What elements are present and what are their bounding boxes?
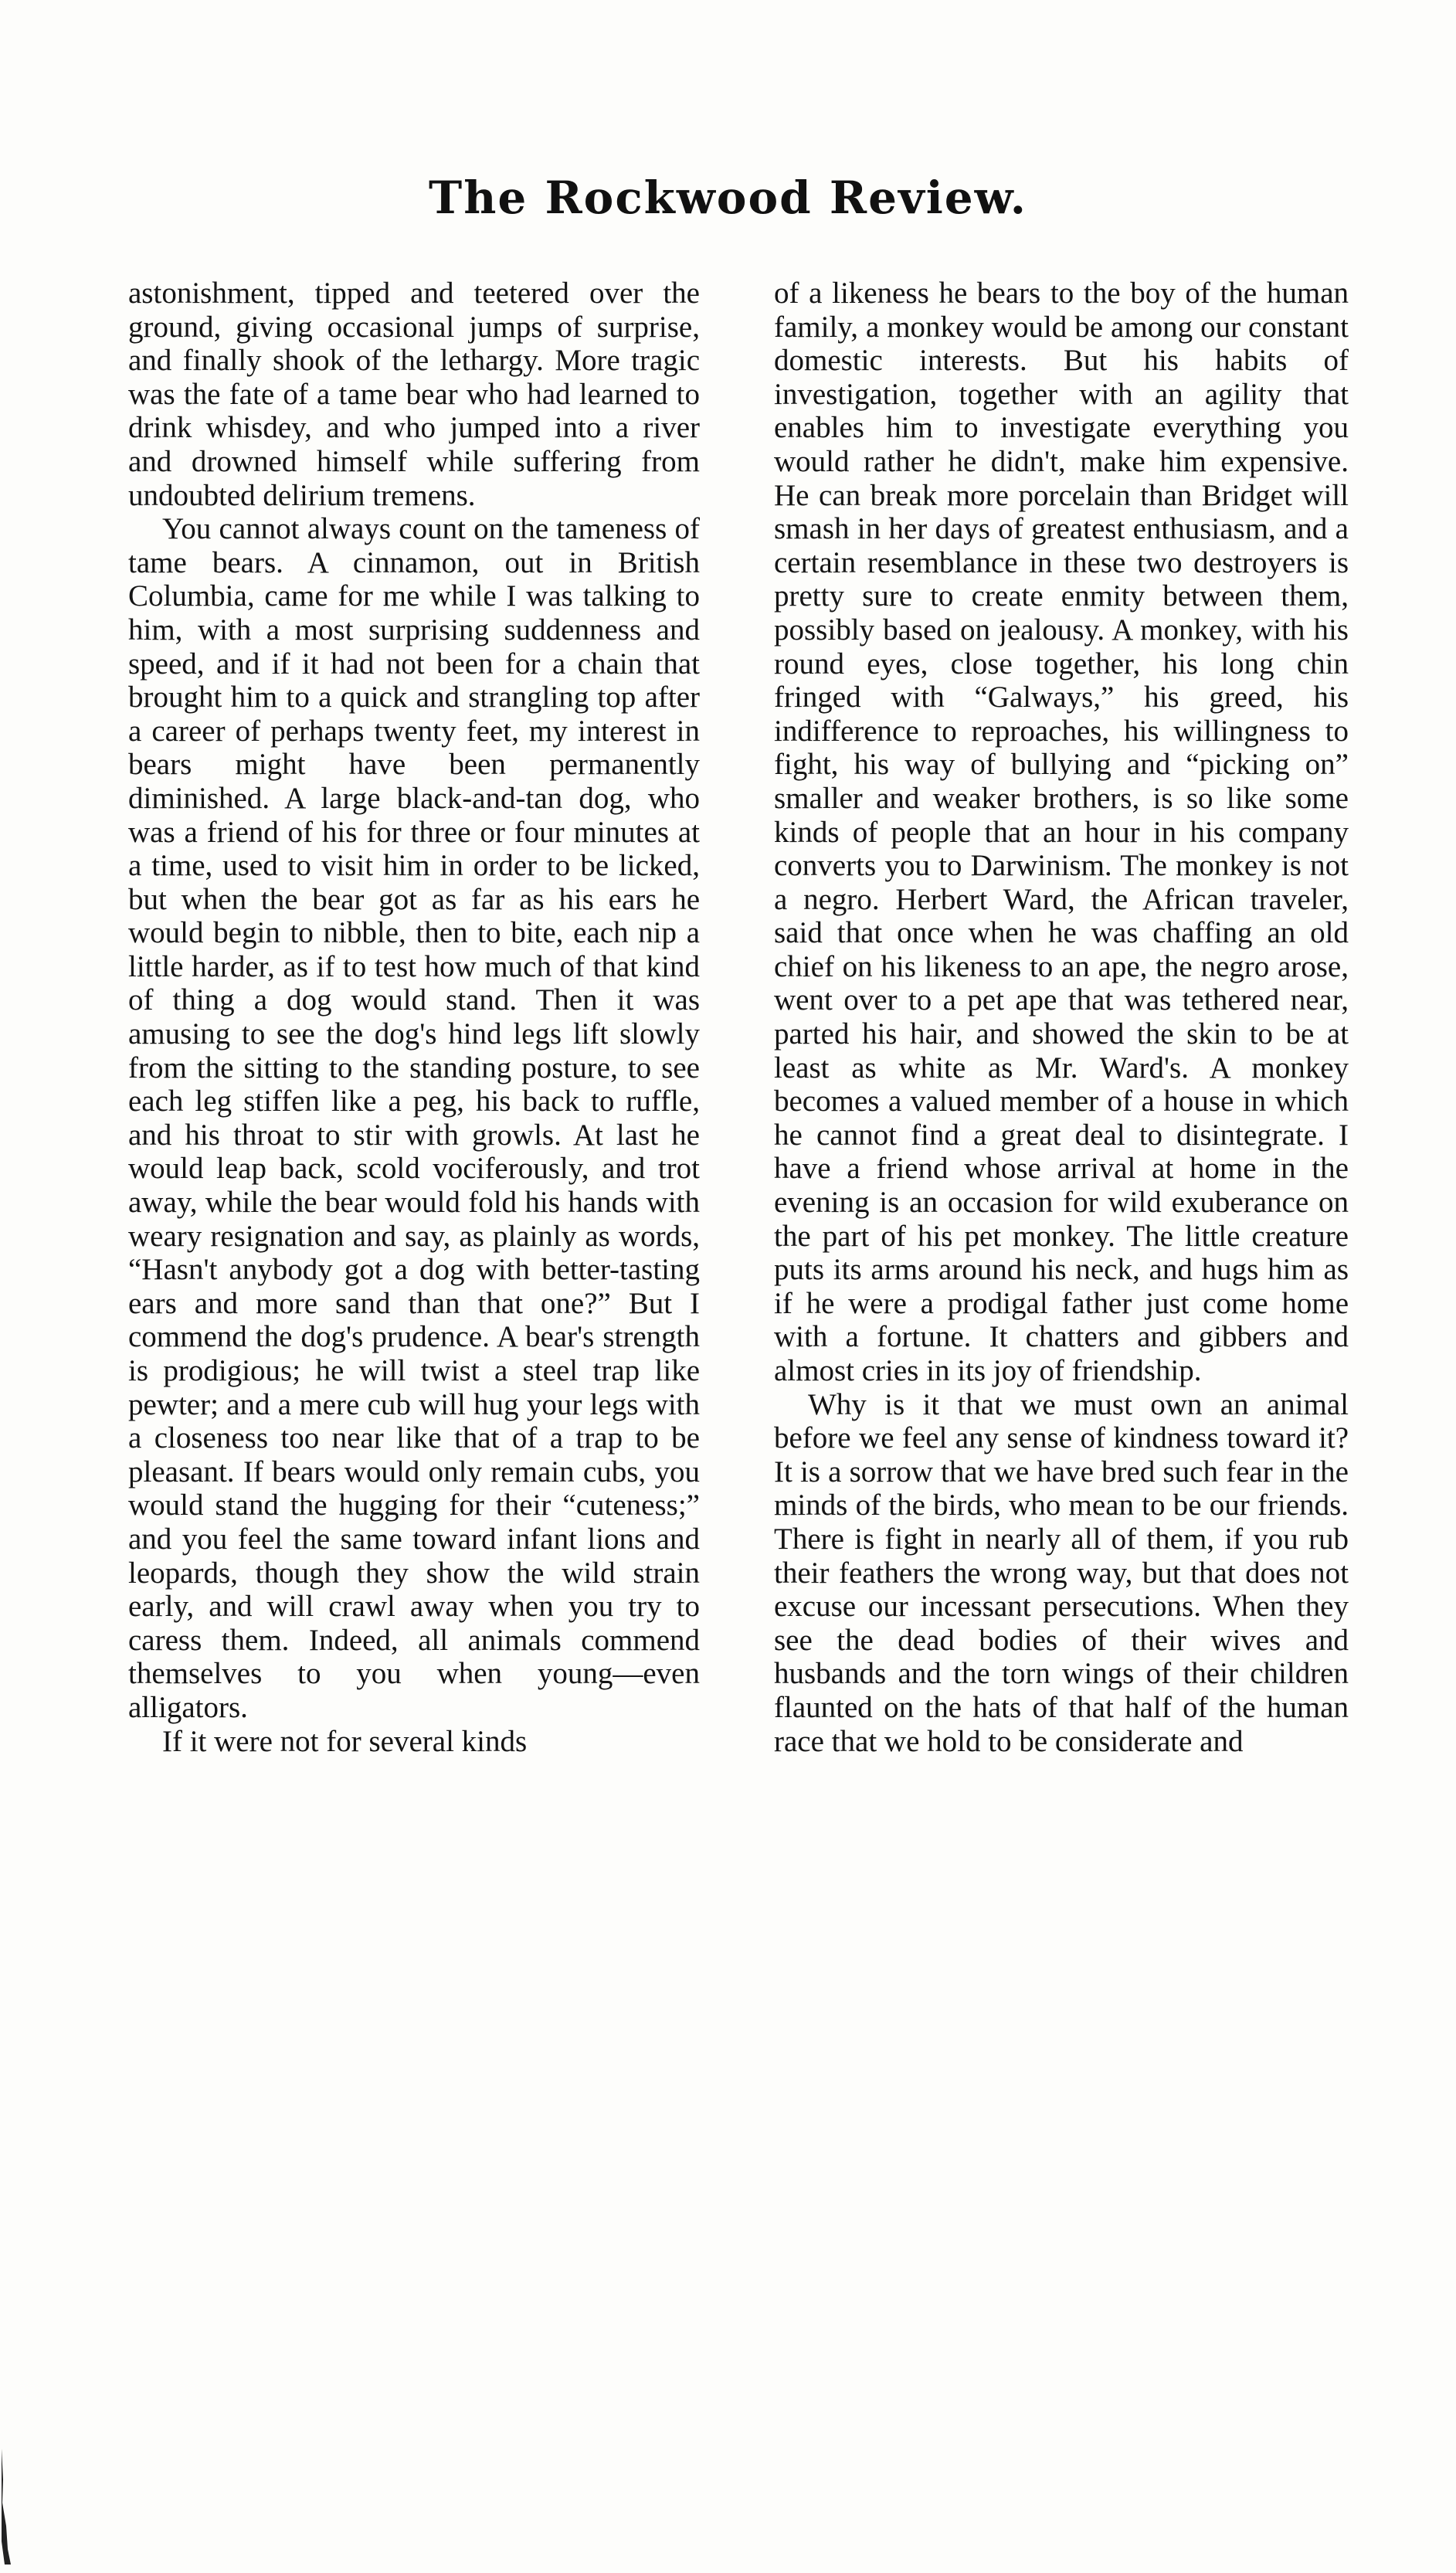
scan-edge-mark bbox=[0, 2449, 12, 2565]
left-column bbox=[128, 277, 700, 1758]
page-header-title: The Rockwood Review. bbox=[429, 171, 1027, 224]
paragraph: astonishment, tipped and teetered over the ground, giving occasional jumps of surprise, and finally shook of the lethargy. More tragic was the fate of a tame bear who had learned to drink whisdey, and who jumped into a river and drowned himself while suffering from undoubted delirium tremens. bbox=[128, 277, 700, 512]
right-column bbox=[774, 277, 1349, 1758]
paragraph: You cannot always count on the tameness of tame bears. A cinnamon, out in British Columbia, came for me while I was talking to him, with a most surprising suddenness and speed, and if it had not been for a chain that brought him to a quick and strangling top after a career of perhaps twenty feet, my interest in bears might have been permanently diminished. A large black-and-tan dog, who was a friend of his for three or four minutes at a time, used to visit him in order to be licked, but when the bear got as far as his ears he would begin to nibble, then to bite, each nip a little harder, as if to test how much of that kind of thing a dog would stand. Then it was amusing to see the dog's hind legs lift slowly from the sitting to the standing posture, to see each leg stiffen like a peg, his back to ruffle, and his throat to stir with growls. At last he would leap back, scold vociferously, and trot away, while the bear would fold his hands with weary resignation and say, as plainly as words, “Hasn't anybody got a dog with better-tasting ears and more sand than that one?” But I commend the dog's prudence. A bear's strength is prodigious; he will twist a steel trap like pewter; and a mere cub will hug your legs with a closeness too near like that of a trap to be pleasant. If bears would only remain cubs, you would stand the hugging for their “cuteness;” and you feel the same toward infant lions and leopards, though they show the wild strain early, and will crawl away when you try to caress them. Indeed, all animals commend themselves to you when young—even alligators. bbox=[128, 512, 700, 1724]
paragraph: of a likeness he bears to the boy of the human family, a monkey would be among our constant domestic interests. But his habits of investigation, together with an agility that enables him to investigate everything you would rather he didn't, make him expensive. He can break more porcelain than Bridget will smash in her days of greatest enthusiasm, and a certain resemblance in these two destroyers is pretty sure to create enmity between them, possibly based on jealousy. A monkey, with his round eyes, close together, his long chin fringed with “Galways,” his greed, his indifference to reproaches, his willingness to fight, his way of bullying and “picking on” smaller and weaker brothers, is so like some kinds of people that an hour in his company converts you to Darwinism. The monkey is not a negro. Herbert Ward, the African traveler, said that once when he was chaffing an old chief on his likeness to an ape, the negro arose, went over to a pet ape that was tethered near, parted his hair, and showed the skin to be at least as white as Mr. Ward's. A monkey becomes a valued member of a house in which he cannot find a great deal to disintegrate. I have a friend whose arrival at home in the evening is an occasion for wild exuberance on the part of his pet monkey. The little creature puts its arms around his neck, and hugs him as if he were a prodigal father just come home with a fortune. It chatters and gibbers and almost cries in its joy of friendship. bbox=[774, 277, 1349, 1387]
paragraph: Why is it that we must own an animal before we feel any sense of kindness toward it? It is a sorrow that we have bred such fear in the minds of the birds, who mean to be our friends. There is fight in nearly all of them, if you rub their feathers the wrong way, but that does not excuse our incessant persecutions. When they see the dead bodies of their wives and husbands and the torn wings of their children flaunted on the hats of that half of the human race that we hold to be considerate and bbox=[774, 1387, 1349, 1758]
paragraph: If it were not for several kinds bbox=[162, 1724, 528, 1758]
